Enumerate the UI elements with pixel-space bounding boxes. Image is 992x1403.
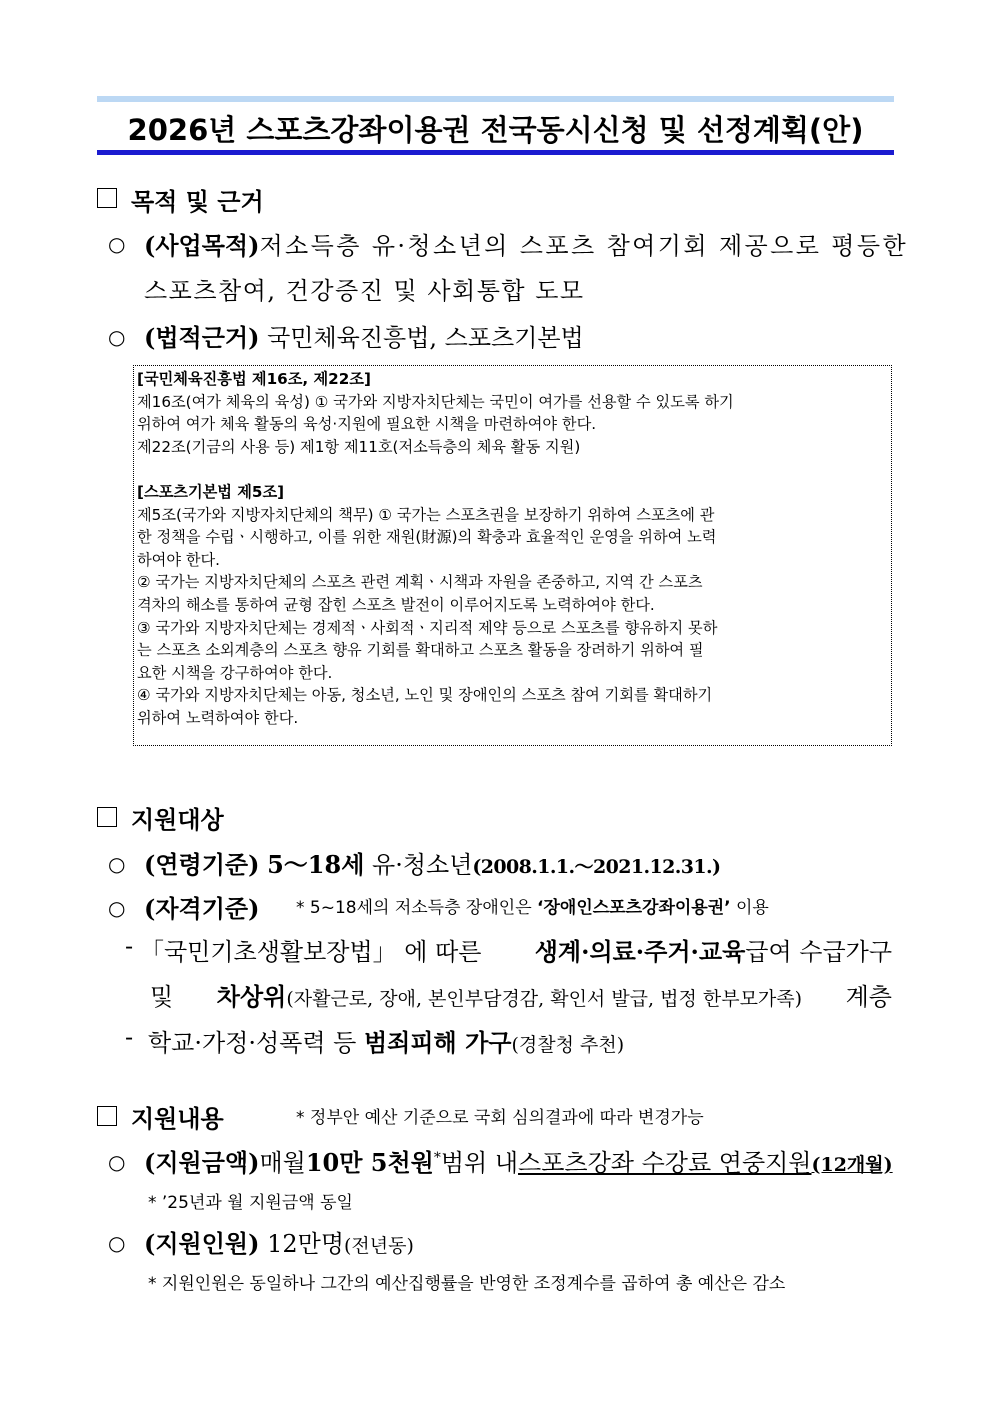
section-heading-purpose: 목적 및 근거 — [131, 188, 264, 216]
purpose-item-2-text: 국민체육진흥법, 스포츠기본법 — [267, 324, 584, 352]
target-detail-2: 학교·가정·성폭력 등 범죄피해 가구(경찰청 추천) — [148, 1028, 625, 1057]
section-checkbox-icon — [97, 1106, 117, 1126]
target-age-text: 유·청소년 — [372, 851, 473, 879]
law2-line: 하여야 한다. — [137, 550, 221, 569]
purpose-item-1-label: (사업목적) — [144, 231, 260, 260]
target-qual-note: * 5~18세의 저소득층 장애인은 ‘장애인스포츠강좌이용권’ 이용 — [296, 898, 769, 918]
purpose-item-2 — [144, 318, 584, 353]
content-people-value: 12만명 — [267, 1230, 345, 1258]
law-reference-box — [133, 365, 892, 746]
law2-line: ② 국가는 지방자치단체의 스포츠 관련 계획ㆍ시책과 자원을 존중하고, 지역 간 스포츠 — [137, 573, 703, 592]
content-amount: (지원금액) 매월 10만 5천원* 범위 내 스포츠강좌 수강료 연중지원(12개월) — [144, 1143, 892, 1178]
content-amount-value: 10만 5천원 — [305, 1148, 434, 1177]
target-age — [144, 845, 720, 880]
purpose-item-1-text: 저소득층 유·청소년의 스포츠 참여기회 제공으로 평등한 — [259, 232, 909, 260]
law2-line: ③ 국가와 지방자치단체는 경제적ㆍ사회적ㆍ지리적 제약 등으로 스포츠를 향유하지 못하 — [137, 618, 718, 637]
bullet-icon: ○ — [108, 325, 126, 349]
law1-line: 제16조(여가 체육의 육성) ① 국가와 지방자치단체는 국민이 여가를 선용할 수 있도록 하기 — [137, 392, 734, 411]
dash-icon: - — [125, 1023, 134, 1051]
law2-line: 제5조(국가와 지방자치단체의 책무) ① 국가는 스포츠권을 보장하기 위하여 스포츠에 관 — [137, 505, 715, 524]
page-title: 2026년 스포츠강좌이용권 전국동시신청 및 선정계획(안) — [127, 113, 864, 147]
law1-line: 위하여 여가 체육 활동의 육성·지원에 필요한 시책을 마련하여야 한다. — [137, 415, 597, 434]
target-detail-1-line-2: 및 차상위(자활근로, 장애, 본인부담경감, 확인서 발급, 법정 한부모가족) 계층 — [150, 982, 892, 1011]
target-detail-1-line-1: 「국민기초생활보장법」 에 따른 생계·의료·주거·교육급여 수급가구 — [140, 937, 892, 966]
title-bottom-rule — [97, 150, 894, 155]
section-heading-content: 지원내용 — [131, 1105, 224, 1133]
title-top-rule — [97, 96, 894, 102]
title-banner — [97, 96, 894, 158]
law1-heading: [국민체육진흥법 제16조, 제22조] — [137, 370, 371, 388]
bullet-icon: ○ — [108, 852, 126, 876]
content-people: (지원인원) 12만명(전년동) — [144, 1229, 414, 1258]
content-people-note: * 지원인원은 동일하나 그간의 예산집행률을 반영한 조정계수를 곱하여 총 예산은 감소 — [148, 1274, 786, 1294]
purpose-item-1-line-1 — [144, 226, 909, 261]
target-age-value: 5～18세 — [267, 850, 365, 879]
law2-line: 요한 시책을 강구하여야 한다. — [137, 663, 333, 682]
bullet-icon: ○ — [108, 896, 126, 920]
content-heading-note: * 정부안 예산 기준으로 국회 심의결과에 따라 변경가능 — [296, 1108, 704, 1128]
law2-line: 위하여 노력하여야 한다. — [137, 708, 299, 727]
section-heading-target: 지원대상 — [131, 806, 224, 834]
bullet-icon: ○ — [108, 1231, 126, 1255]
target-qual-label: (자격기준) — [144, 894, 260, 923]
purpose-item-2-label: (법적근거) — [144, 323, 260, 352]
law2-line: 격차의 해소를 통하여 균형 잡힌 스포츠 발전이 이루어지도록 노력하여야 한다. — [137, 595, 655, 614]
law2-line: 한 정책을 수립ㆍ시행하고, 이를 위한 재원(財源)의 확충과 효율적인 운영을 위하여 노력 — [137, 528, 717, 547]
section-checkbox-icon — [97, 188, 117, 208]
law2-line: 는 스포츠 소외계층의 스포츠 향유 기회를 확대하고 스포츠 활동을 장려하기 위하여 필 — [137, 641, 704, 660]
section-checkbox-icon — [97, 807, 117, 827]
bullet-icon: ○ — [108, 232, 126, 256]
bullet-icon: ○ — [108, 1150, 126, 1174]
target-age-range: (2008.1.1.～2021.12.31.) — [472, 856, 721, 878]
dash-icon: - — [125, 932, 134, 960]
target-qual-note-program: ‘장애인스포츠강좌이용권’ — [537, 898, 731, 918]
purpose-item-1-line-2: 스포츠참여, 건강증진 및 사회통합 도모 — [144, 277, 585, 305]
content-people-label: (지원인원) — [144, 1229, 260, 1258]
content-amount-label: (지원금액) — [144, 1148, 260, 1177]
target-age-label: (연령기준) — [144, 850, 260, 879]
law1-line: 제22조(기금의 사용 등) 제1항 제11호(저소득층의 체육 활동 지원) — [137, 437, 581, 456]
law2-heading: [스포츠기본법 제5조] — [137, 482, 285, 501]
law2-line: ④ 국가와 지방자치단체는 아동, 청소년, 노인 및 장애인의 스포츠 참여 기회를 확대하기 — [137, 686, 713, 705]
content-amount-note: * ’25년과 월 지원금액 동일 — [148, 1193, 353, 1213]
